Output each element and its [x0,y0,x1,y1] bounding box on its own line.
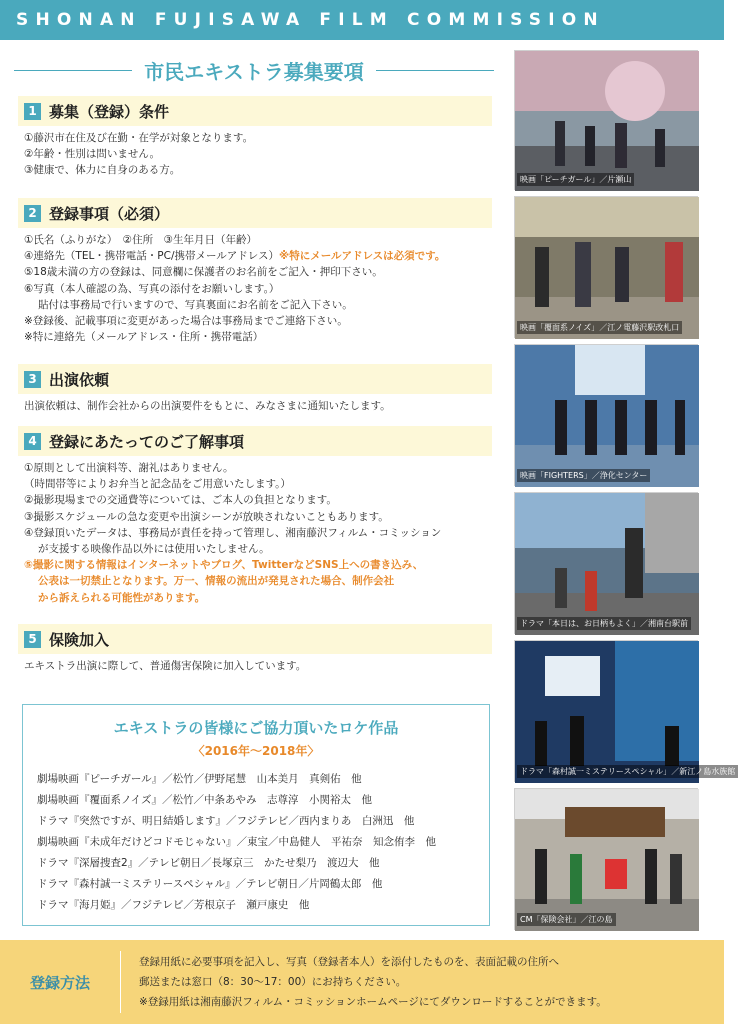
section-number: 3 [24,371,41,388]
section-title: 募集（登録）条件 [49,102,170,121]
email-required-note: ※特にメールアドレスは必須です。 [279,250,446,263]
photo-image [515,641,699,783]
footer-line: ※登録用紙は湘南藤沢フィルム・コミッションホームページにてダウンロードすることができます。 [139,996,607,1008]
body-line: ①氏名（ふりがな） ②住所 ③生年月日（年齢） [24,234,257,246]
works-item: 劇場映画『未成年だけどコドモじゃない』／東宝／中島健人 平祐奈 知念侑李 他 [37,836,436,848]
page-title: 市民エキストラ募集要項 [144,59,364,84]
works-title: エキストラの皆様にご協力頂いたロケ作品 [113,719,399,737]
footer-text [139,952,607,1012]
warning-line: 公表は一切禁止となります。万一、情報の流出が発見された場合、制作会社 [38,575,395,588]
body-line: ③健康で、体力に自身のある方。 [24,164,181,177]
body-line: ①原則として出演料等、謝礼はありません。 [24,462,234,474]
photo-peach-girl [514,50,698,190]
photo-caption: 映画「ピーチガール」／片瀬山 [517,173,634,186]
main-title-row [14,52,494,88]
header-title: SHONAN FUJISAWA FILM COMMISSION [16,10,605,30]
section-body [18,126,492,179]
body-line: 貼付は事務局で行いますので、写真裏面にお名前をご記入下さい。 [38,298,353,311]
section-number: 2 [24,205,41,222]
section-registration [18,198,492,345]
section-title: 保険加入 [49,630,110,649]
footer-label: 登録方法 [29,973,90,992]
section-conditions [18,96,492,179]
body-line: ④登録頂いたデータは、事務局が責任を持って管理し、湘南藤沢フィルム・コミッション [24,526,442,539]
location-works-box [22,704,490,926]
body-line: ⑥写真（本人確認の為、写真の添付をお願いします。） [24,282,280,295]
body-line: ③撮影スケジュールの急な変更や出演シーンが放映されないこともあります。 [24,510,389,523]
section-insurance [18,624,492,674]
section-number: 1 [24,103,41,120]
section-appearance-request [18,364,492,414]
works-item: ドラマ『海月姫』／フジテレビ／芳根京子 瀬戸康史 他 [37,899,310,911]
photo-image [515,789,699,931]
body-line: 出演依頼は、制作会社からの出演要件をもとに、みなさまに通知いたします。 [24,400,391,412]
body-line [24,248,486,264]
contact-line: ④連絡先（TEL・携帯電話・PC/携帯メールアドレス） [24,250,279,263]
section-head [18,198,492,228]
body-line: ⑤18歳未満の方の登録は、同意欄に保護者のお名前をご記入・押印下さい。 [24,266,383,279]
section-body [18,654,492,674]
body-line: （時間帯等によりお弁当と記念品をご用意いたします。） [24,478,291,491]
photo-image [515,493,699,635]
photo-caption: ドラマ「森村誠一ミステリースペシャル」／新江ノ島水族館 [517,765,738,778]
section-head [18,426,492,456]
section-number: 4 [24,433,41,450]
footer-line: 登録用紙に必要事項を記入し、写真（登録者本人）を添付したものを、表面記載の住所へ [139,956,559,968]
header-band [0,0,724,40]
photo-caption: ドラマ「本日は、お日柄もよく」／湘南台駅前 [517,617,691,630]
photo-fighters [514,344,698,486]
registration-method-footer [0,940,724,1024]
photo-ohigara [514,492,698,634]
works-item: ドラマ『深層捜査2』／テレビ朝日／長塚京三 かたせ梨乃 渡辺大 他 [37,857,380,869]
section-head [18,624,492,654]
photo-image [515,197,699,339]
section-body [18,228,492,345]
photo-caption: CM「保険会社」／江の島 [517,913,616,926]
section-agreements [18,426,492,606]
section-title: 出演依頼 [49,370,110,389]
photo-image [515,51,699,191]
title-rule-right [376,70,494,71]
warning-line: ⑤撮影に関する情報はインターネットやブログ、TwitterなどSNS上への書き込み、 [24,559,424,572]
title-rule-left [14,70,132,71]
works-item: 劇場映画『ピーチガール』／松竹／伊野尾慧 山本美月 真剣佑 他 [37,773,362,785]
body-line: ②撮影現場までの交通費等については、ご本人の負担となります。 [24,494,337,507]
section-title: 登録事項（必須） [49,204,170,223]
body-line: ①藤沢市在住及び在勤・在学が対象となります。 [24,132,254,144]
body-line: ※特に連絡先（メールアドレス・住所・携帯電話） [24,331,264,344]
body-line: ※登録後、記載事項に変更があった場合は事務局までご連絡下さい。 [24,315,348,328]
section-body [18,456,492,606]
warning-line: から訴えられる可能性があります。 [38,591,206,604]
body-line: が支援する映像作品以外には使用いたしません。 [38,543,270,556]
footer-line: 郵送または窓口（8：30〜17：00）にお持ちください。 [139,976,407,988]
works-period: 〈2016年〜2018年〉 [192,744,320,758]
section-head [18,364,492,394]
photo-image [515,345,699,487]
photo-morimura [514,640,736,782]
works-item: ドラマ『森村誠一ミステリースペシャル』／テレビ朝日／片岡鶴太郎 他 [37,878,383,890]
body-line: エキストラ出演に際して、普通傷害保険に加入しています。 [24,660,307,672]
works-item: ドラマ『突然ですが、明日結婚します』／フジテレビ／西内まりあ 白洲迅 他 [37,815,415,827]
footer-divider [120,951,121,1013]
works-item: 劇場映画『覆面系ノイズ』／松竹／中条あやみ 志尊淳 小関裕太 他 [37,794,372,806]
photo-caption: 映画「覆面系ノイズ」／江ノ電藤沢駅改札口 [517,321,682,334]
photo-cm-insurance [514,788,698,930]
section-title: 登録にあたってのご了解事項 [49,432,245,451]
section-head [18,96,492,126]
works-list [37,769,475,916]
photo-caption: 映画「FIGHTERS」／浄化センター [517,469,650,482]
section-body [18,394,492,414]
photo-fukumen-noise [514,196,698,338]
section-number: 5 [24,631,41,648]
body-line: ②年齢・性別は問いません。 [24,148,161,161]
